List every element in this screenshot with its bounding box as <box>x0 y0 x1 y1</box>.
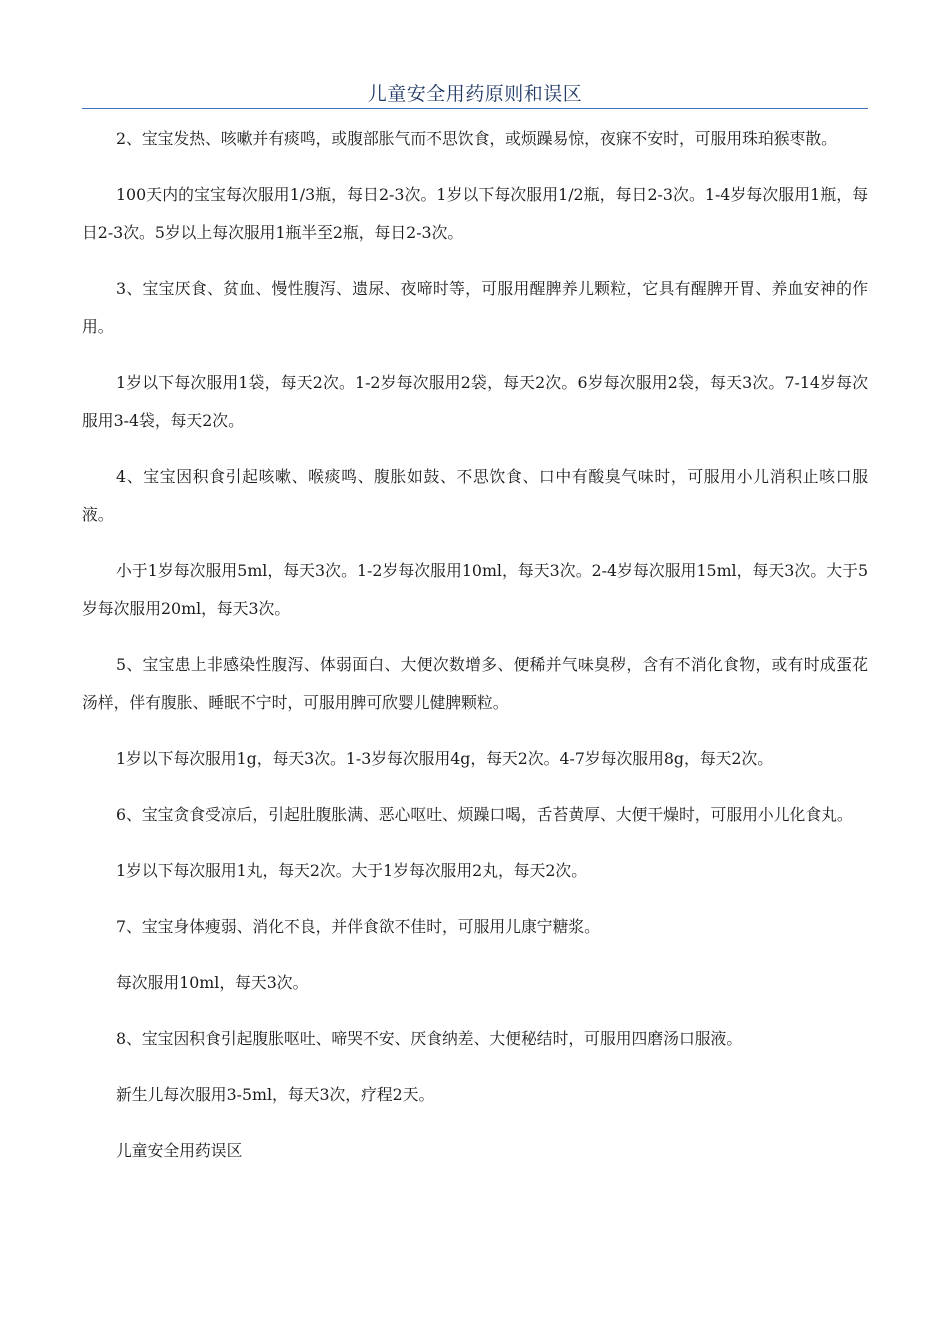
page-header-title: 儿童安全用药原则和误区 <box>367 83 583 105</box>
header-divider <box>82 108 868 109</box>
paragraph-dosage-7: 每次服用10ml，每天3次。 <box>116 973 309 992</box>
paragraph-item-3: 3、宝宝厌食、贫血、慢性腹泻、遗尿、夜啼时等，可服用醒脾养儿颗粒，它具有醒脾开胃、养血安神的作用。 <box>82 279 868 336</box>
paragraph-item-5: 5、宝宝患上非感染性腹泻、体弱面白、大便次数增多、便稀并气味臭秽，含有不消化食物，或有时成蛋花汤样，伴有腹胀、睡眠不宁时，可服用脾可欣婴儿健脾颗粒。 <box>82 655 868 712</box>
paragraph-item-6: 6、宝宝贪食受凉后，引起肚腹胀满、恶心呕吐、烦躁口喝，舌苔黄厚、大便干燥时，可服用小儿化食丸。 <box>116 805 853 824</box>
paragraph-dosage-4: 小于1岁每次服用5ml，每天3次。1-2岁每次服用10ml，每天3次。2-4岁每次服用15ml，每天3次。大于5岁每次服用20ml，每天3次。 <box>82 561 868 618</box>
section-heading-misconceptions: 儿童安全用药误区 <box>116 1141 243 1160</box>
paragraph-item-4: 4、宝宝因积食引起咳嗽、喉痰鸣、腹胀如鼓、不思饮食、口中有酸臭气味时，可服用小儿消积止咳口服液。 <box>82 467 868 524</box>
paragraph-item-8: 8、宝宝因积食引起腹胀呕吐、啼哭不安、厌食纳差、大便秘结时，可服用四磨汤口服液。 <box>116 1029 743 1048</box>
paragraph-item-7: 7、宝宝身体瘦弱、消化不良，并伴食欲不佳时，可服用儿康宁糖浆。 <box>116 917 600 936</box>
paragraph-dosage-8: 新生儿每次服用3-5ml，每天3次，疗程2天。 <box>116 1085 435 1104</box>
paragraph-dosage-5: 1岁以下每次服用1g，每天3次。1-3岁每次服用4g，每天2次。4-7岁每次服用8g，每天2次。 <box>116 749 774 768</box>
paragraph-dosage-2: 100天内的宝宝每次服用1/3瓶，每日2-3次。1岁以下每次服用1/2瓶，每日2-3次。1-4岁每次服用1瓶，每日2-3次。5岁以上每次服用1瓶半至2瓶，每日2-3次。 <box>82 185 868 242</box>
paragraph-dosage-6: 1岁以下每次服用1丸，每天2次。大于1岁每次服用2丸，每天2次。 <box>116 861 588 880</box>
paragraph-dosage-3: 1岁以下每次服用1袋，每天2次。1-2岁每次服用2袋，每天2次。6岁每次服用2袋，每天3次。7-14岁每次服用3-4袋，每天2次。 <box>82 373 868 430</box>
document-body <box>82 120 868 1170</box>
paragraph-item-2: 2、宝宝发热、咳嗽并有痰鸣，或腹部胀气而不思饮食，或烦躁易惊，夜寐不安时，可服用珠珀猴枣散。 <box>116 129 837 148</box>
